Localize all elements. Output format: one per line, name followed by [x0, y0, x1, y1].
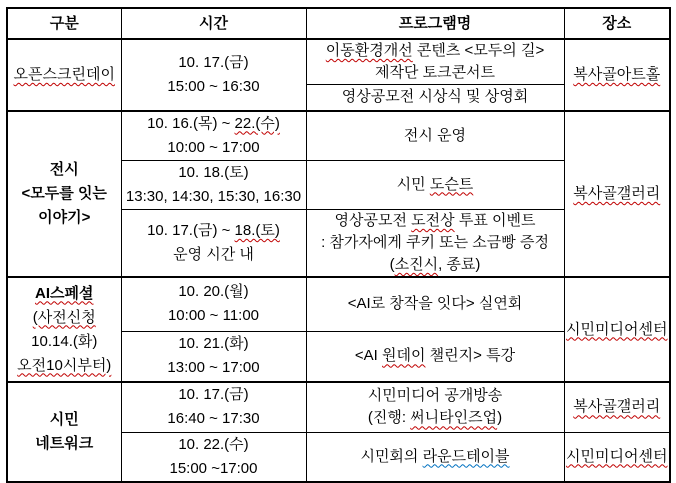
header-program: 프로그램명: [306, 8, 564, 39]
time-line: 10:00 ~ 17:00: [167, 138, 260, 156]
program-text: 시민회의: [360, 447, 423, 465]
spellcheck-marked-text: 소진시: [394, 255, 439, 273]
category-line: [8, 282, 121, 306]
category-line: 10.14.(화): [31, 332, 98, 350]
program-text: 콘텐츠 <모두의 길>: [412, 42, 545, 59]
spellcheck-marked-text: (사전신청: [32, 308, 96, 326]
program-text: 투표 이벤트: [454, 211, 536, 229]
header-place: 장소: [564, 8, 670, 39]
program-text: ): [497, 409, 503, 427]
category-line: 이야기>: [38, 208, 91, 226]
spellcheck-marked-text: 복사골아트홀: [573, 65, 661, 83]
category-ai-special: [7, 277, 121, 382]
time-line: 13:00 ~ 17:00: [167, 359, 260, 377]
time-line: 10. 21.(화): [178, 335, 249, 353]
time-line: 15:00 ~ 16:30: [167, 77, 260, 95]
time-line: 10. 20.(월): [178, 283, 249, 301]
time-line: [122, 219, 306, 243]
program-text: (진행:: [367, 409, 411, 427]
category-open-screen-day: [7, 39, 121, 111]
grammar-marked-text: 라운드테이블: [422, 447, 510, 465]
spellcheck-marked-text: 22.(수): [234, 114, 280, 132]
header-time: 시간: [121, 8, 306, 39]
spellcheck-marked-text: 시민미디어센터: [566, 320, 668, 338]
spellcheck-marked-text: 오전10시부터): [17, 356, 112, 374]
spellcheck-marked-text: AI스페셜: [35, 284, 94, 302]
time-exhibition-run: [121, 111, 306, 161]
spellcheck-marked-text: 18.(토): [234, 221, 280, 239]
place-citizen-media-center-2: [564, 432, 670, 482]
program-text: 챌린지> 특강: [425, 347, 516, 365]
document-page: [6, 7, 671, 483]
category-line: [8, 354, 121, 378]
table-header-row: [7, 8, 670, 39]
row-open-screen-1: [7, 39, 670, 85]
spellcheck-marked-text: 복사골갤러리: [573, 184, 661, 202]
program-vote-event: [306, 209, 564, 277]
program-citizen-docent: [306, 160, 564, 209]
place-boksagol-gallery: [564, 111, 670, 278]
program-awards-screening: 영상공모전 시상식 및 상영회: [306, 85, 564, 111]
spellcheck-marked-text: 복사골갤러리: [573, 398, 661, 416]
time-ai-lecture: [121, 331, 306, 382]
time-docent: [121, 160, 306, 209]
program-text: (: [389, 255, 395, 273]
time-line: 10. 17.(금): [178, 53, 249, 71]
place-boksagol-art-hall: [564, 39, 670, 111]
category-exhibition: [7, 111, 121, 278]
program-line: [307, 40, 564, 62]
category-line: 시민: [49, 410, 79, 428]
program-text: , 종료): [438, 255, 481, 273]
spellcheck-marked-text: 오픈스크린데이: [13, 65, 115, 83]
time-line: 운영 시간 내: [173, 245, 254, 263]
program-text: 시민: [396, 175, 430, 193]
time-line: [122, 112, 306, 136]
time-line: 13:30, 14:30, 15:30, 16:30: [125, 187, 302, 205]
row-network-1: [7, 382, 670, 432]
place-boksagol-gallery-2: [564, 382, 670, 432]
time-line: 10. 17.(금): [178, 386, 249, 404]
time-line: 10:00 ~ 11:00: [167, 307, 260, 325]
category-line: 전시: [49, 160, 79, 178]
row-exhibition-1: [7, 111, 670, 161]
time-line: 16:40 ~ 17:30: [167, 410, 260, 428]
time-ai-demo: [121, 277, 306, 331]
category-line: [8, 306, 121, 330]
program-line: [307, 210, 564, 232]
program-roundtable: [306, 432, 564, 482]
time-roundtable: [121, 432, 306, 482]
category-line: <모두를 잇는: [21, 184, 107, 202]
time-text: 10. 17.(금) ~: [147, 221, 235, 239]
spellcheck-marked-text: 써니타인즈업: [410, 409, 498, 427]
spellcheck-marked-text: 원데이: [382, 347, 426, 365]
program-exhibition-run: 전시 운영: [306, 111, 564, 161]
event-schedule-table: [6, 7, 671, 483]
category-citizen-network: [7, 382, 121, 482]
program-talk-concert: [306, 39, 564, 85]
program-line: 제작단 토크콘서트: [374, 64, 496, 81]
time-line: 10. 22.(수): [178, 435, 249, 453]
program-line: 시민미디어 공개방송: [367, 387, 503, 405]
program-line: [307, 254, 564, 276]
spellcheck-marked-text: 시민미디어센터: [566, 447, 668, 465]
program-ai-lecture: [306, 331, 564, 382]
program-text: 영상공모전: [334, 211, 412, 229]
program-ai-demo: <AI로 창작을 잇다> 실연회: [306, 277, 564, 331]
time-line: 15:00 ~17:00: [169, 459, 258, 477]
spellcheck-marked-text: 이동환경개선: [325, 42, 413, 59]
spellcheck-marked-text: 도슨트: [429, 175, 474, 193]
spellcheck-marked-text: 도전상: [411, 211, 455, 229]
program-line: : 참가자에게 쿠키 또는 소금빵 증정: [321, 233, 549, 251]
program-line: [307, 407, 564, 429]
program-media-broadcast: [306, 382, 564, 432]
time-broadcast: [121, 382, 306, 432]
category-line: 네트워크: [35, 434, 94, 452]
time-text: 10. 16.(목) ~: [147, 114, 235, 132]
program-text: <AI: [354, 347, 383, 365]
time-line: 10. 18.(토): [178, 163, 249, 181]
time-open-screen-day: [121, 39, 306, 111]
time-vote-event: [121, 209, 306, 277]
place-citizen-media-center: [564, 277, 670, 382]
header-category: 구분: [7, 8, 121, 39]
row-ai-1: [7, 277, 670, 331]
